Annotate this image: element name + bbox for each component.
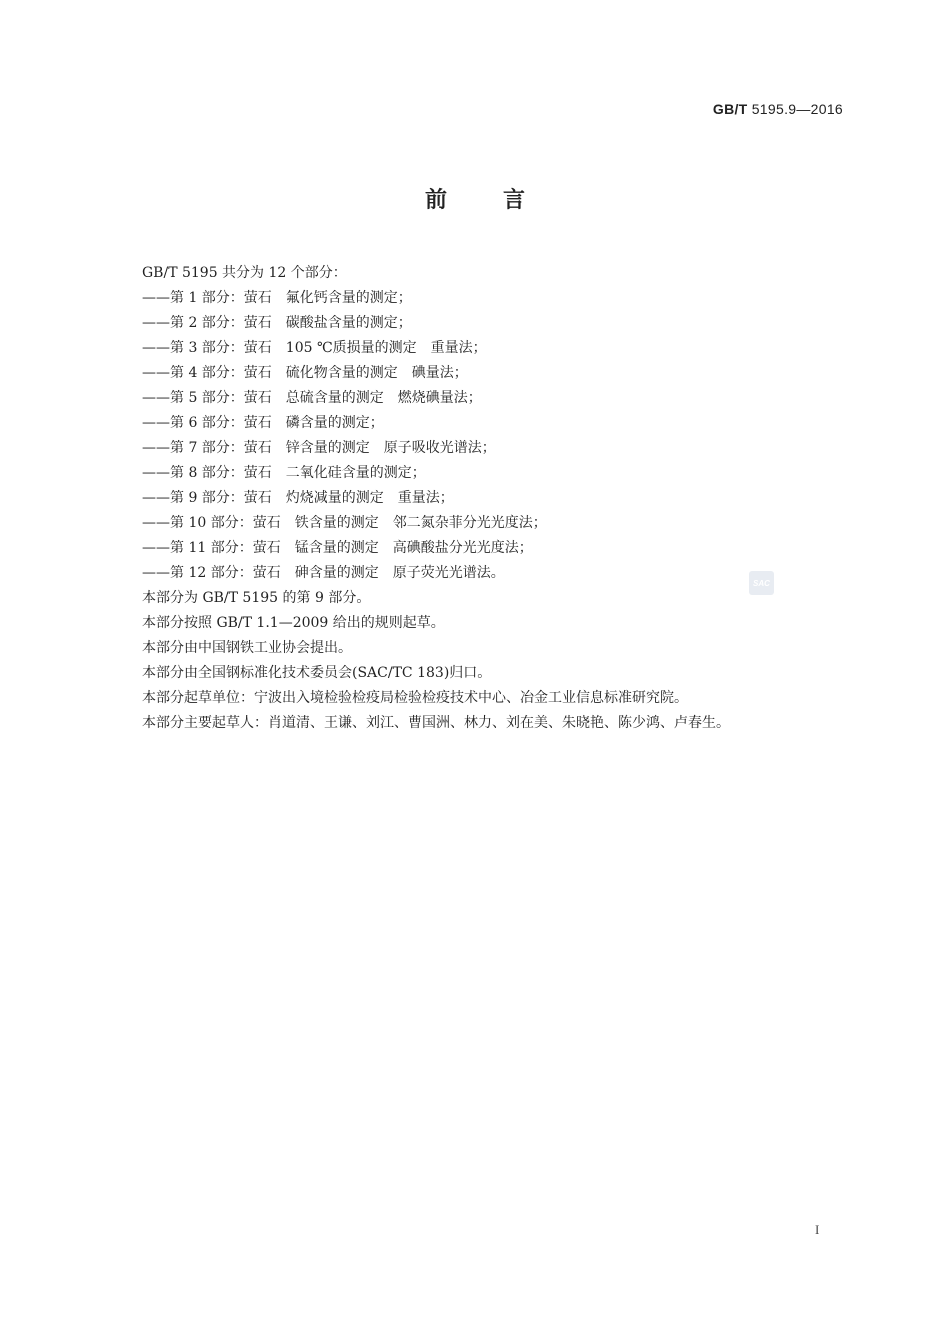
body-line: ——第 5 部分：萤石 总硫含量的测定 燃烧碘量法； — [142, 390, 482, 406]
page-title: 前言 — [424, 188, 581, 213]
body-line: 本部分按照 GB/T 1.1—2009 给出的规则起草。 — [142, 615, 445, 631]
foreword-body — [142, 261, 842, 736]
body-line: ——第 4 部分：萤石 硫化物含量的测定 碘量法； — [142, 365, 468, 381]
body-line: ——第 1 部分：萤石 氟化钙含量的测定； — [142, 290, 412, 306]
body-line: 本部分由全国钢标准化技术委员会(SAC/TC 183)归口。 — [142, 665, 492, 681]
standard-code-prefix: GB/T — [712, 101, 748, 117]
body-line: ——第 9 部分：萤石 灼烧减量的测定 重量法； — [142, 490, 454, 506]
body-line: 本部分主要起草人：肖道清、王谦、刘江、曹国洲、林力、刘在美、朱晓艳、陈少鸿、卢春生。 — [142, 715, 730, 731]
standard-code-number: 5195.9—2016 — [747, 101, 843, 117]
body-line: ——第 2 部分：萤石 碳酸盐含量的测定； — [142, 315, 412, 331]
body-line: ——第 6 部分：萤石 磷含量的测定； — [142, 415, 384, 431]
page-number: I — [815, 1222, 820, 1237]
body-line: ——第 3 部分：萤石 105 ℃质损量的测定 重量法； — [142, 340, 487, 356]
body-line: ——第 11 部分：萤石 锰含量的测定 高碘酸盐分光光度法； — [142, 540, 533, 556]
sac-watermark-logo — [749, 571, 774, 595]
body-line: ——第 7 部分：萤石 锌含量的测定 原子吸收光谱法； — [142, 440, 496, 456]
body-line: 本部分为 GB/T 5195 的第 9 部分。 — [142, 590, 371, 606]
body-line: ——第 10 部分：萤石 铁含量的测定 邻二氮杂菲分光光度法； — [142, 515, 547, 531]
body-line: GB/T 5195 共分为 12 个部分： — [142, 265, 347, 281]
body-line: 本部分起草单位：宁波出入境检验检疫局检验检疫技术中心、冶金工业信息标准研究院。 — [142, 690, 688, 706]
body-line: ——第 12 部分：萤石 砷含量的测定 原子荧光光谱法。 — [142, 565, 505, 581]
standard-code — [713, 101, 843, 117]
body-line: 本部分由中国钢铁工业协会提出。 — [142, 640, 352, 656]
watermark-text: SAC — [753, 578, 770, 588]
body-line: ——第 8 部分：萤石 二氧化硅含量的测定； — [142, 465, 426, 481]
